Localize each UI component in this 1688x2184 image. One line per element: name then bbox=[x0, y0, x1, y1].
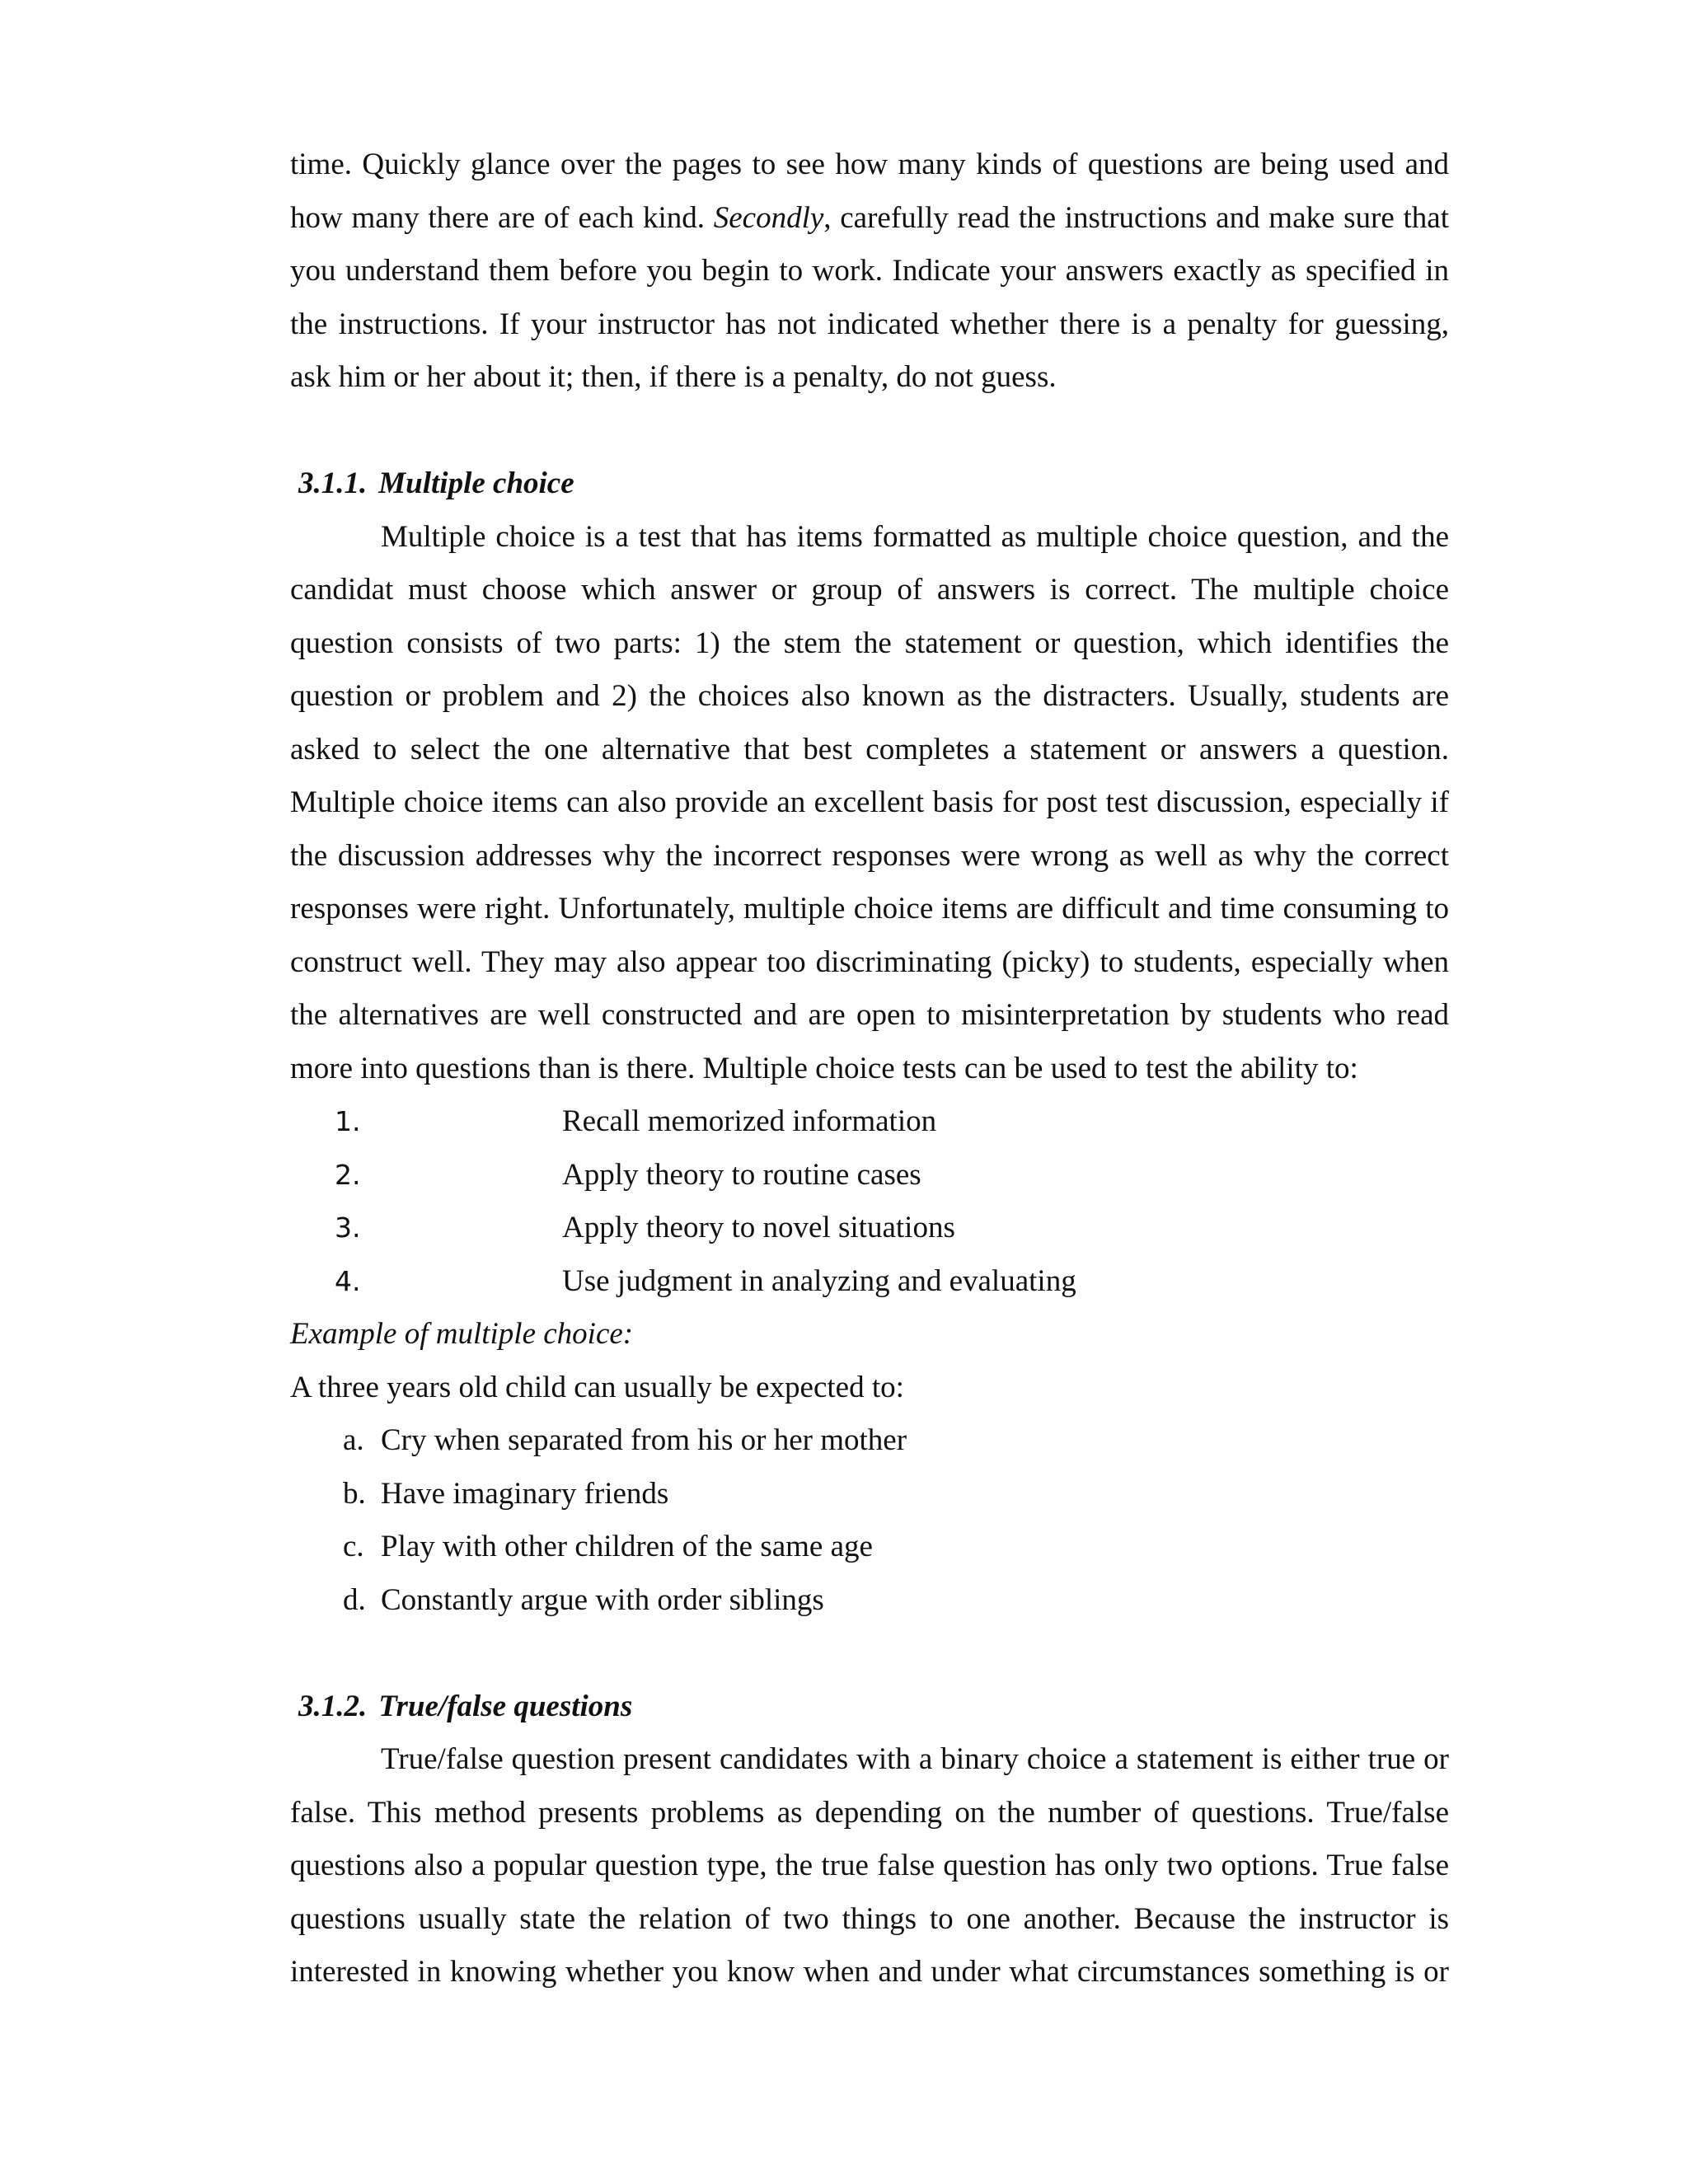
option-text: Have imaginary friends bbox=[381, 1476, 669, 1511]
section-title: Multiple choice bbox=[378, 466, 574, 500]
intro-text-after: , carefully read the instructions and make sure that you understand them before you begin to work. Indicate your answers exactly as specified in the instructions. If your instructor has not indicated whether there is a penalty for guessing, ask him or her about it; then, if there is a penalty, do not guess. bbox=[290, 200, 1450, 394]
list-item-text: Use judgment in analyzing and evaluating bbox=[562, 1263, 1076, 1298]
list-marker: 1. bbox=[335, 1105, 361, 1137]
list-item bbox=[290, 1574, 1449, 1628]
list-item-text: Recall memorized information bbox=[562, 1104, 937, 1138]
option-marker: c. bbox=[343, 1530, 364, 1563]
intro-emphasis: Secondly bbox=[713, 200, 824, 235]
option-text: Play with other children of the same age bbox=[381, 1530, 873, 1563]
list-item bbox=[290, 1149, 1449, 1202]
option-marker: d. bbox=[343, 1582, 366, 1617]
option-text: Cry when separated from his or her mother bbox=[381, 1423, 907, 1457]
abilities-list bbox=[290, 1095, 1449, 1308]
list-item-text: Apply theory to routine cases bbox=[562, 1157, 921, 1192]
spacer bbox=[290, 405, 1449, 458]
example-options-list bbox=[290, 1414, 1449, 1627]
list-item bbox=[290, 1468, 1449, 1521]
section-heading-multiple-choice bbox=[290, 457, 1449, 511]
section-heading-true-false bbox=[290, 1680, 1449, 1734]
option-marker: b. bbox=[343, 1476, 366, 1511]
list-marker: 3. bbox=[335, 1212, 361, 1244]
example-label: Example of multiple choice: bbox=[290, 1317, 634, 1351]
intro-paragraph bbox=[290, 138, 1449, 405]
intro-text-before: time. Quickly glance over the pages to see how many kinds of questions are being used and how many there are of each kind. bbox=[290, 148, 1449, 235]
example-stem: A three years old child can usually be expected to: bbox=[290, 1370, 904, 1404]
list-item-text: Apply theory to novel situations bbox=[562, 1211, 955, 1244]
list-marker: 2. bbox=[335, 1158, 361, 1191]
section-number: 3.1.1. bbox=[298, 466, 368, 500]
list-item bbox=[290, 1255, 1449, 1309]
true-false-paragraph: True/false question present candidates with a binary choice a statement is either true or false. This method presents problems as depending on the number of questions. True/false questions also a popular question type, the true false question has only two options. True false questions usually state the relation of two things to one another. Because the instructor is interested in knowing whether you know when and under what circumstances something is or bbox=[290, 1742, 1449, 1989]
spacer bbox=[290, 1627, 1449, 1680]
option-text: Constantly argue with order siblings bbox=[381, 1582, 824, 1617]
multiple-choice-paragraph: Multiple choice is a test that has items formatted as multiple choice question, and the candidat must choose which answer or group of answers is correct. The multiple choice question consists of two parts: 1) the stem the statement or question, which identifies the question or problem and 2) the choices also known as the distracters. Usually, students are asked to select the one alternative that best completes a statement or answers a question. Multiple choice items can also provide an excellent basis for post test discussion, especially if the discussion addresses why the incorrect responses were wrong as well as why the correct responses were right. Unfortunately, multiple choice items are difficult and time consuming to construct well. They may also appear too discriminating (picky) to students, especially when the alternatives are well constructed and are open to misinterpretation by students who read more into questions than is there. Multiple choice tests can be used to test the ability to: bbox=[290, 519, 1449, 1085]
section-number: 3.1.2. bbox=[298, 1689, 368, 1723]
list-item bbox=[290, 1414, 1449, 1468]
list-item bbox=[290, 1202, 1449, 1255]
section-title: True/false questions bbox=[378, 1689, 633, 1723]
document-page bbox=[290, 138, 1449, 1999]
list-item bbox=[290, 1521, 1449, 1574]
list-item bbox=[290, 1095, 1449, 1149]
option-marker: a. bbox=[343, 1423, 364, 1457]
list-marker: 4. bbox=[335, 1264, 361, 1297]
